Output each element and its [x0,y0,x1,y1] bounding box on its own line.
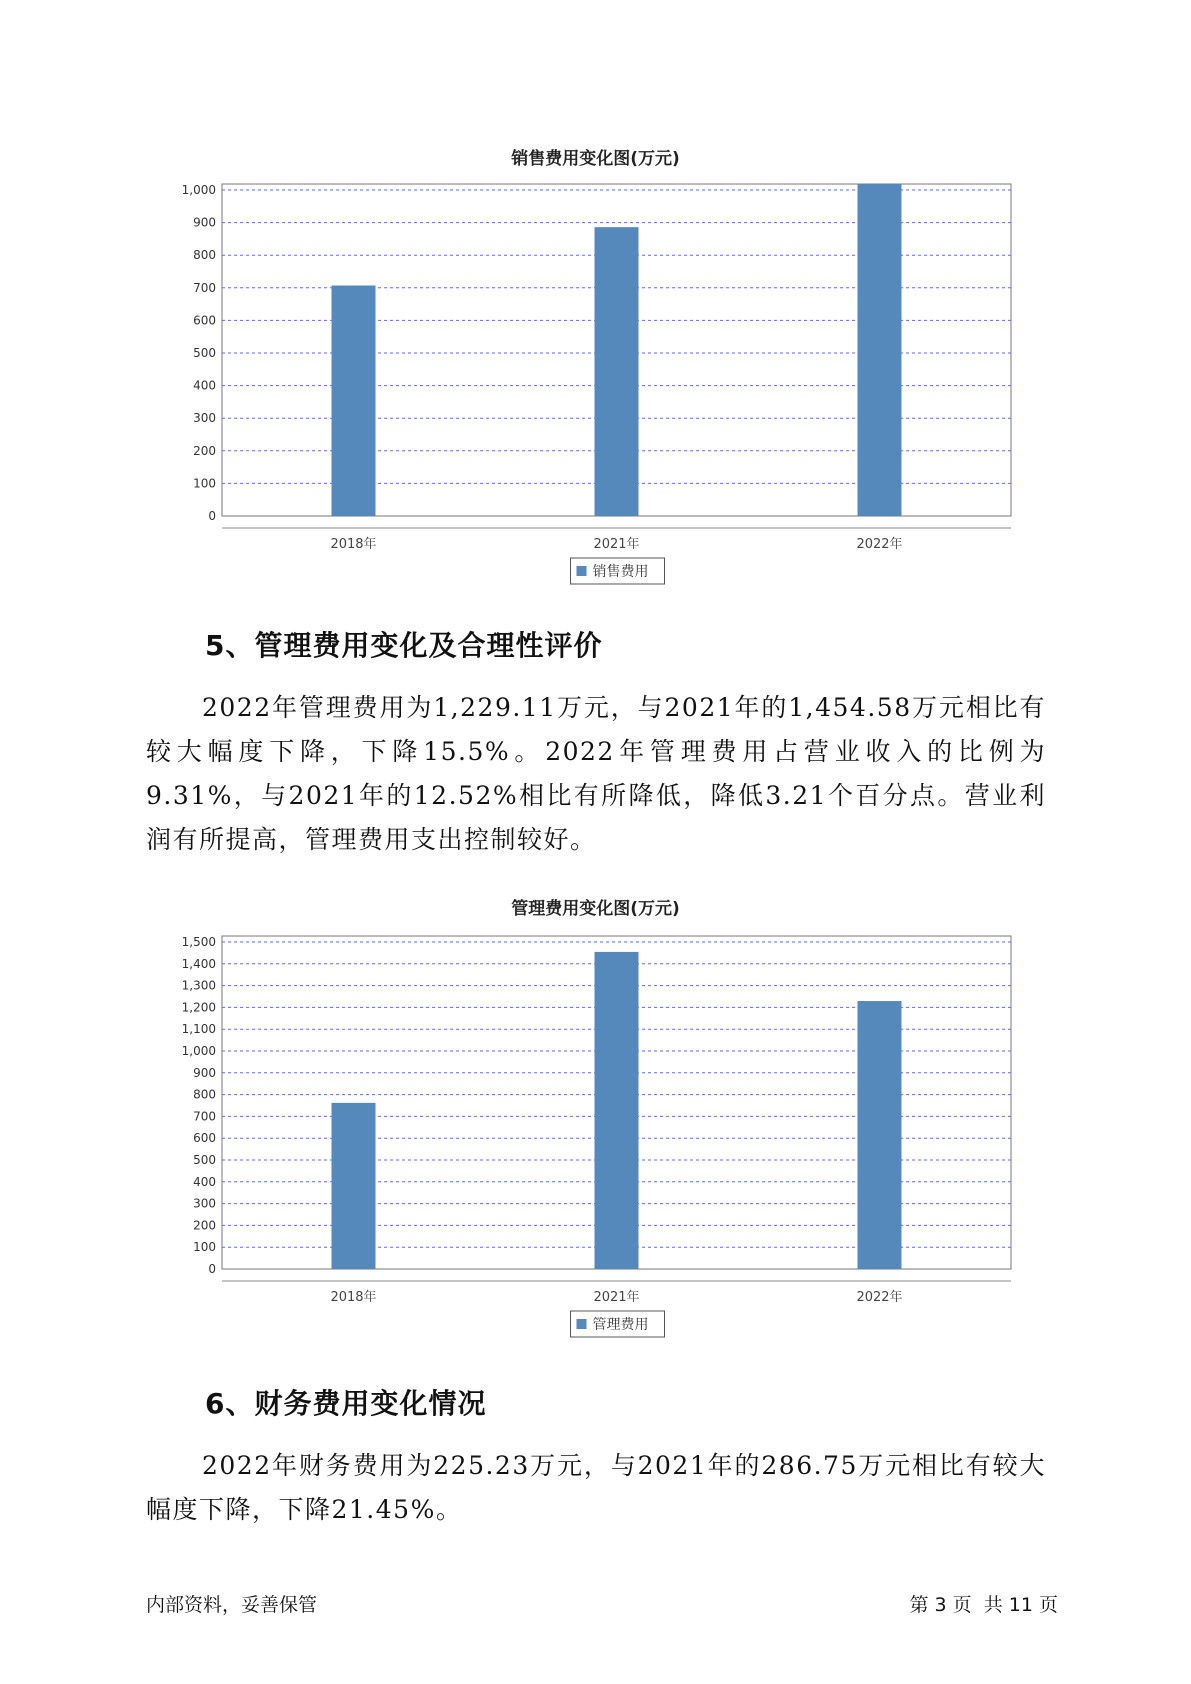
y-tick-label: 500 [193,1153,216,1167]
bar [595,952,639,1269]
chart-2-title: 管理费用变化图(万元) [511,899,680,919]
y-tick-label: 1,000 [181,183,216,197]
y-tick-label: 500 [193,346,216,360]
y-tick-label: 600 [193,313,216,328]
y-tick-label: 400 [193,378,216,393]
y-tick-label: 400 [193,1174,216,1189]
x-tick-label: 2018年 [330,537,377,552]
y-tick-label: 700 [193,280,216,295]
x-tick-label: 2018年 [330,1290,377,1305]
y-tick-label: 600 [193,1131,216,1146]
x-tick-label: 2021年 [593,1290,640,1305]
y-tick-label: 1,400 [181,956,216,971]
bar [332,1103,376,1269]
footer-confidential-note: 内部资料，妥善保管 [146,1594,318,1616]
admin-expense-chart [0,928,1191,1348]
y-tick-label: 300 [193,411,216,426]
legend-label: 销售费用 [592,564,649,580]
section-5-heading: 5、管理费用变化及合理性评价 [205,629,603,662]
bar [595,227,639,516]
bar [858,184,902,516]
y-tick-label: 1,500 [181,935,216,949]
sales-expense-chart [0,180,1191,610]
y-tick-label: 200 [193,1218,216,1233]
bar [858,1001,902,1269]
x-tick-label: 2021年 [593,537,640,552]
y-tick-label: 1,100 [181,1022,216,1037]
y-tick-label: 300 [193,1196,216,1211]
chart-1-title: 销售费用变化图(万元) [511,149,680,169]
y-tick-label: 200 [193,443,216,458]
y-tick-label: 0 [208,509,216,523]
x-tick-label: 2022年 [856,1290,903,1305]
y-tick-label: 900 [193,215,216,230]
y-tick-label: 1,200 [181,1000,216,1015]
y-tick-label: 800 [193,1087,216,1102]
footer-page-number: 第 3 页 共 11 页 [909,1594,1058,1616]
y-tick-label: 700 [193,1109,216,1124]
y-tick-label: 1,300 [181,978,216,993]
legend-swatch [577,1319,587,1329]
y-tick-label: 100 [193,1240,216,1255]
y-tick-label: 100 [193,476,216,491]
y-tick-label: 1,000 [181,1044,216,1058]
legend-label: 管理费用 [592,1317,649,1333]
legend-swatch [577,566,587,576]
y-tick-label: 800 [193,248,216,263]
section-6-paragraph: 2022年财务费用为225.23万元，与2021年的286.75万元相比有较大幅度下降，下降21.45%。 [146,1451,1046,1524]
bar [332,286,376,516]
y-tick-label: 0 [208,1262,216,1276]
y-tick-label: 900 [193,1065,216,1080]
x-tick-label: 2022年 [856,537,903,552]
section-6-heading: 6、财务费用变化情况 [205,1387,487,1420]
section-5-paragraph: 2022年管理费用为1,229.11万元，与2021年的1,454.58万元相比有较大幅度下降，下降15.5%。2022年管理费用占营业收入的比例为9.31%，与2021年的12.52%相比有所降低，降低3.21个百分点。营业利润有所提高，管理费用支出控制较好。 [146,693,1046,854]
